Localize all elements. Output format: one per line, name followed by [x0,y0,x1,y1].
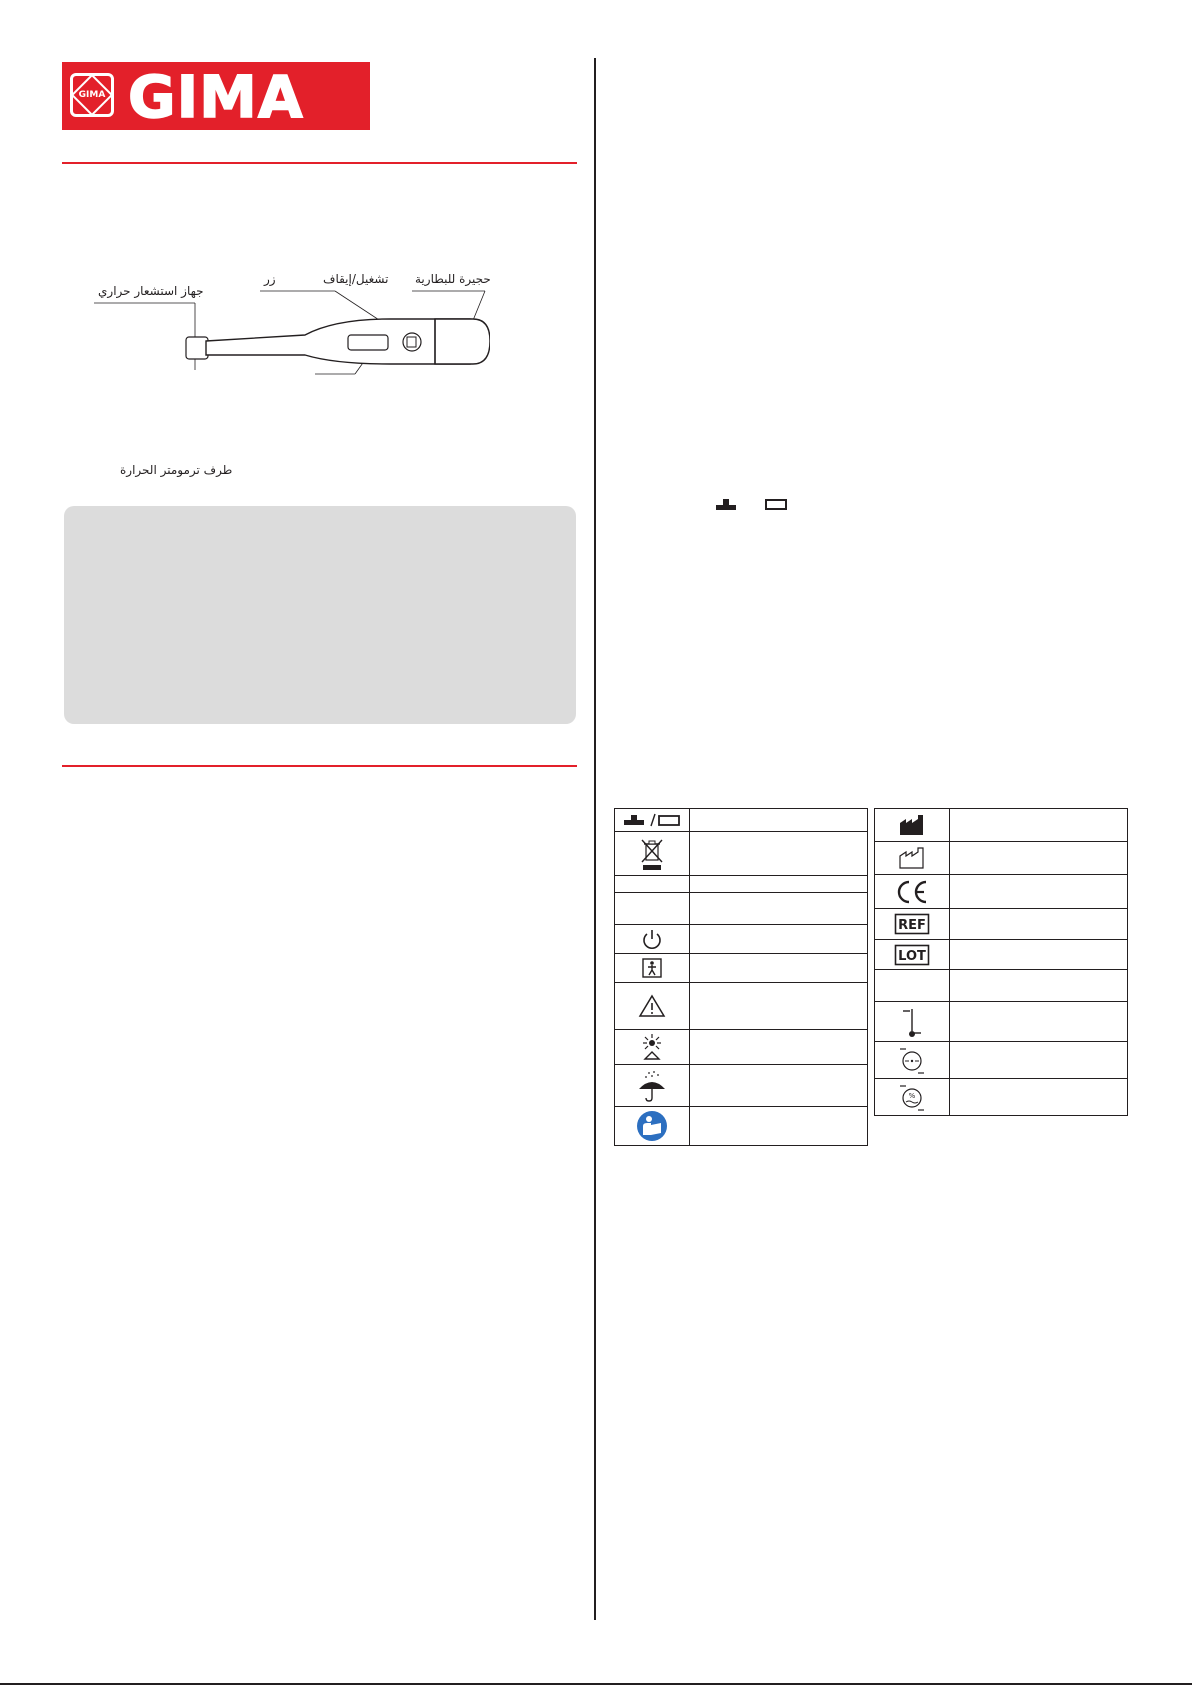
symbol-row [615,954,868,983]
symbol-row [615,1107,868,1146]
symbol-desc [949,970,1127,1002]
battery-dc-icon [615,809,690,832]
warning-triangle-icon [615,983,690,1030]
symbol-row [875,842,1128,875]
symbol-row [875,1079,1128,1116]
gima-logo [62,62,370,130]
manufacturer-icon [875,809,950,842]
symbol-row [615,809,868,832]
symbol-desc [689,954,867,983]
label-on-off: تشغيل/إيقاف [323,272,389,286]
gima-logo-text: GIMA [128,63,304,131]
symbol-row [615,1065,868,1107]
symbol-desc [689,832,867,876]
symbol-row [875,940,1128,970]
notice-box [64,506,576,724]
symbol-desc [949,940,1127,970]
symbol-desc [689,893,867,925]
symbol-desc [689,925,867,954]
atmospheric-pressure-icon [875,1042,950,1079]
battery-symbol-icon [764,496,788,512]
ce-mark-icon [875,875,950,909]
symbol-row [875,875,1128,909]
symbol-desc [949,875,1127,909]
symbol-desc [689,1030,867,1065]
svg-text:%: % [908,1092,916,1100]
symbol-row [615,832,868,876]
keep-away-from-sunlight-icon [615,1030,690,1065]
ref-icon [875,909,950,940]
symbol-row [615,876,868,893]
symbol-desc [689,1107,867,1146]
label-button: زر [264,272,276,286]
symbols-table-left [614,808,868,1146]
keep-dry-icon [615,1065,690,1107]
symbol-desc [689,983,867,1030]
symbol-row [875,809,1128,842]
symbol-row [875,909,1128,940]
lot-icon [875,940,950,970]
symbol-row [875,970,1128,1002]
symbol-desc [949,1002,1127,1042]
symbol-row [615,893,868,925]
symbol-row [615,1030,868,1065]
date-of-manufacture-icon [875,842,950,875]
section-rule-middle [62,765,577,767]
symbol-row [875,1002,1128,1042]
section-rule-top [62,162,577,164]
type-b-applied-part-icon [615,954,690,983]
gima-emblem-text: GIMA [78,90,106,100]
symbol-row [615,983,868,1030]
symbol-desc [689,809,867,832]
symbol-desc [949,1079,1127,1116]
symbol-row [875,1042,1128,1079]
thermometer-diagram [90,285,490,395]
dc-symbol-icon [714,496,738,512]
temperature-limit-icon [875,1002,950,1042]
symbol-desc [949,842,1127,875]
symbol-desc [949,1042,1127,1079]
column-divider [594,58,596,1620]
consult-instructions-icon [615,1107,690,1146]
symbol-desc [689,1065,867,1107]
lot-text: LOT [898,948,926,964]
power-icon [615,925,690,954]
symbol-row [615,925,868,954]
label-thermal-sensor: جهاز استشعار حراري [98,284,204,298]
label-thermometer-tip: طرف ترمومتر الحرارة [120,463,233,477]
symbol-desc [949,909,1127,940]
humidity-limit-icon [875,1079,950,1116]
symbols-table-right [874,808,1128,1116]
gima-emblem-icon [70,73,114,117]
symbol-desc [689,876,867,893]
label-battery-compartment: حجيرة للبطارية [415,272,491,286]
weee-bin-icon [615,832,690,876]
symbol-desc [949,809,1127,842]
ref-text: REF [898,918,926,933]
